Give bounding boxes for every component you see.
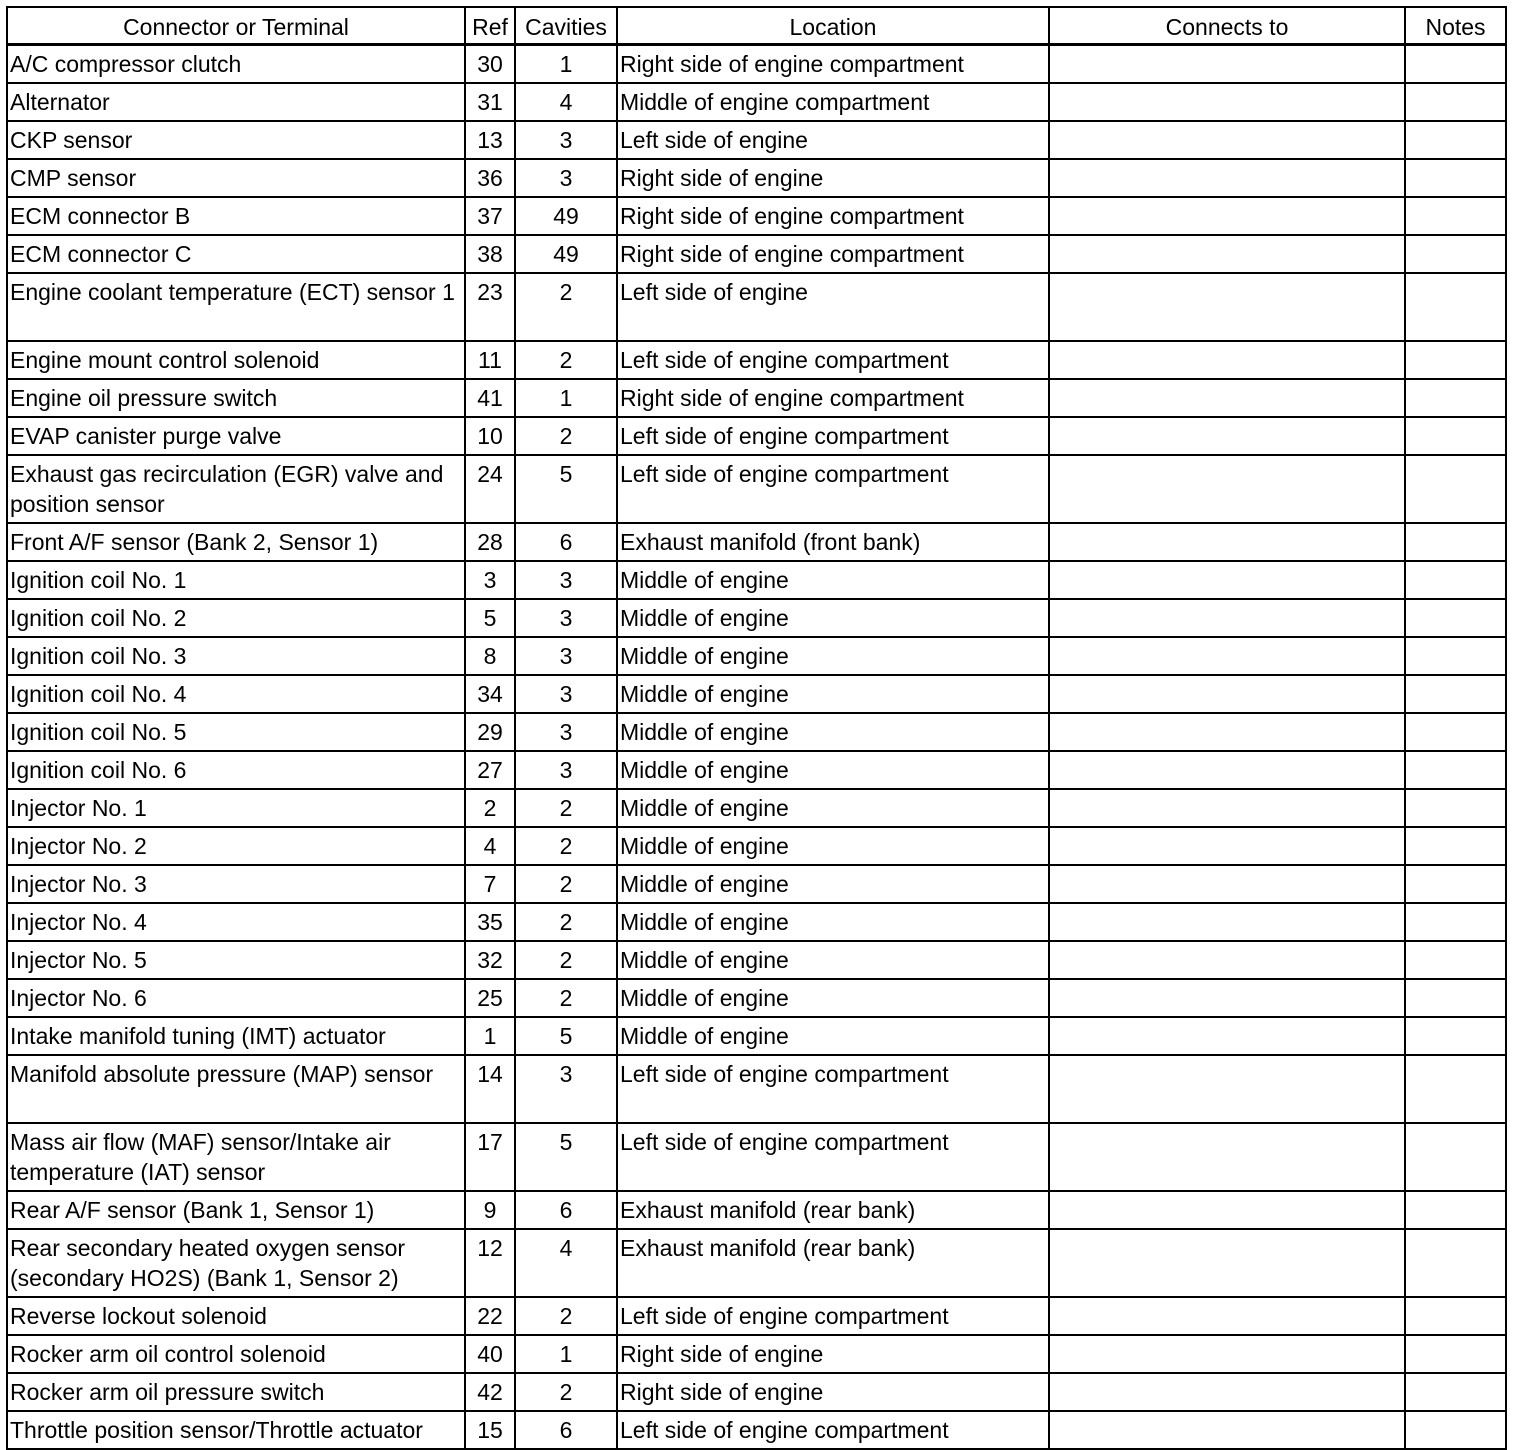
cell-notes [1405,561,1506,599]
cell-location: Exhaust manifold (rear bank) [617,1229,1049,1297]
cell-ref: 36 [465,159,515,197]
cell-ref: 7 [465,865,515,903]
cell-connector: Ignition coil No. 3 [7,637,465,675]
cell-notes [1405,523,1506,561]
table-row [7,941,1506,979]
cell-location: Exhaust manifold (front bank) [617,523,1049,561]
cell-cavities: 5 [515,1123,617,1191]
table-row [7,455,1506,523]
cell-cavities: 5 [515,1017,617,1055]
cell-location: Left side of engine compartment [617,1411,1049,1449]
header-row [7,7,1506,45]
table-row [7,1335,1506,1373]
cell-connects-to [1049,523,1405,561]
cell-notes [1405,865,1506,903]
cell-connects-to [1049,273,1405,341]
cell-cavities: 2 [515,1373,617,1411]
cell-ref: 12 [465,1229,515,1297]
cell-connects-to [1049,827,1405,865]
cell-location: Left side of engine [617,121,1049,159]
table-row [7,979,1506,1017]
cell-notes [1405,197,1506,235]
cell-cavities: 2 [515,1297,617,1335]
cell-connector: Reverse lockout solenoid [7,1297,465,1335]
cell-ref: 4 [465,827,515,865]
cell-connector: Alternator [7,83,465,121]
cell-connects-to [1049,903,1405,941]
cell-notes [1405,789,1506,827]
cell-cavities: 1 [515,379,617,417]
cell-location: Right side of engine [617,159,1049,197]
cell-cavities: 6 [515,1191,617,1229]
cell-notes [1405,675,1506,713]
cell-cavities: 2 [515,341,617,379]
table-row [7,1191,1506,1229]
cell-ref: 3 [465,561,515,599]
cell-connector: Exhaust gas recirculation (EGR) valve and position sensor [7,455,465,523]
table-row [7,751,1506,789]
cell-connects-to [1049,1229,1405,1297]
cell-connects-to [1049,235,1405,273]
cell-location: Right side of engine [617,1373,1049,1411]
cell-location: Middle of engine [617,865,1049,903]
cell-connector: Engine mount control solenoid [7,341,465,379]
cell-notes [1405,379,1506,417]
table-row [7,1017,1506,1055]
cell-notes [1405,751,1506,789]
cell-ref: 2 [465,789,515,827]
cell-notes [1405,235,1506,273]
cell-cavities: 3 [515,637,617,675]
table-row [7,865,1506,903]
cell-connector: Injector No. 6 [7,979,465,1017]
cell-notes [1405,45,1506,84]
table-row [7,713,1506,751]
cell-location: Middle of engine [617,713,1049,751]
cell-ref: 30 [465,45,515,84]
cell-ref: 14 [465,1055,515,1123]
cell-connects-to [1049,675,1405,713]
cell-notes [1405,941,1506,979]
cell-connects-to [1049,455,1405,523]
cell-connects-to [1049,865,1405,903]
cell-cavities: 4 [515,1229,617,1297]
table-row [7,379,1506,417]
cell-cavities: 6 [515,1411,617,1449]
cell-notes [1405,1191,1506,1229]
cell-cavities: 2 [515,827,617,865]
cell-connector: CKP sensor [7,121,465,159]
cell-connector: Rocker arm oil control solenoid [7,1335,465,1373]
cell-connector: Throttle position sensor/Throttle actuator [7,1411,465,1449]
cell-connects-to [1049,341,1405,379]
cell-location: Middle of engine [617,637,1049,675]
cell-cavities: 3 [515,561,617,599]
cell-connects-to [1049,1055,1405,1123]
col-header-cavities: Cavities [515,7,617,45]
cell-connector: Ignition coil No. 1 [7,561,465,599]
cell-notes [1405,599,1506,637]
cell-ref: 42 [465,1373,515,1411]
cell-notes [1405,827,1506,865]
table-row [7,561,1506,599]
cell-ref: 15 [465,1411,515,1449]
cell-notes [1405,1017,1506,1055]
cell-ref: 11 [465,341,515,379]
cell-connects-to [1049,1017,1405,1055]
cell-location: Left side of engine compartment [617,1123,1049,1191]
cell-location: Left side of engine compartment [617,417,1049,455]
cell-connector: Engine oil pressure switch [7,379,465,417]
table-row [7,121,1506,159]
cell-notes [1405,121,1506,159]
cell-ref: 25 [465,979,515,1017]
cell-notes [1405,637,1506,675]
cell-ref: 23 [465,273,515,341]
table-row [7,1411,1506,1449]
cell-connects-to [1049,159,1405,197]
table-row [7,637,1506,675]
cell-cavities: 2 [515,941,617,979]
table-row [7,1229,1506,1297]
cell-connector: Manifold absolute pressure (MAP) sensor [7,1055,465,1123]
cell-notes [1405,1229,1506,1297]
cell-notes [1405,417,1506,455]
cell-ref: 9 [465,1191,515,1229]
cell-connects-to [1049,379,1405,417]
cell-connects-to [1049,637,1405,675]
cell-cavities: 2 [515,979,617,1017]
table-row [7,197,1506,235]
cell-location: Left side of engine compartment [617,341,1049,379]
col-header-connector: Connector or Terminal [7,7,465,45]
cell-cavities: 3 [515,159,617,197]
cell-ref: 10 [465,417,515,455]
cell-notes [1405,341,1506,379]
cell-location: Left side of engine compartment [617,455,1049,523]
cell-connector: ECM connector C [7,235,465,273]
cell-connector: Ignition coil No. 6 [7,751,465,789]
cell-ref: 1 [465,1017,515,1055]
cell-connector: Engine coolant temperature (ECT) sensor 1 [7,273,465,341]
cell-cavities: 3 [515,1055,617,1123]
cell-location: Middle of engine [617,903,1049,941]
cell-ref: 35 [465,903,515,941]
table-row [7,1297,1506,1335]
table-row [7,273,1506,341]
cell-notes [1405,1373,1506,1411]
cell-connector: Injector No. 4 [7,903,465,941]
cell-cavities: 6 [515,523,617,561]
cell-ref: 40 [465,1335,515,1373]
cell-connects-to [1049,1297,1405,1335]
cell-location: Middle of engine [617,789,1049,827]
cell-ref: 17 [465,1123,515,1191]
table-row [7,523,1506,561]
table-row [7,599,1506,637]
cell-location: Middle of engine [617,675,1049,713]
cell-cavities: 2 [515,789,617,827]
cell-notes [1405,1411,1506,1449]
table-row [7,417,1506,455]
cell-ref: 32 [465,941,515,979]
cell-ref: 37 [465,197,515,235]
cell-ref: 24 [465,455,515,523]
cell-connector: Intake manifold tuning (IMT) actuator [7,1017,465,1055]
col-header-connects-to: Connects to [1049,7,1405,45]
cell-cavities: 2 [515,417,617,455]
cell-notes [1405,979,1506,1017]
cell-ref: 5 [465,599,515,637]
cell-cavities: 2 [515,903,617,941]
cell-connects-to [1049,83,1405,121]
cell-cavities: 3 [515,675,617,713]
cell-connector: EVAP canister purge valve [7,417,465,455]
cell-location: Right side of engine [617,1335,1049,1373]
cell-connector: Ignition coil No. 5 [7,713,465,751]
cell-connects-to [1049,561,1405,599]
cell-cavities: 1 [515,45,617,84]
cell-notes [1405,273,1506,341]
cell-notes [1405,903,1506,941]
cell-ref: 22 [465,1297,515,1335]
cell-cavities: 2 [515,865,617,903]
col-header-location: Location [617,7,1049,45]
cell-cavities: 1 [515,1335,617,1373]
table-row [7,83,1506,121]
cell-connects-to [1049,599,1405,637]
table-row [7,675,1506,713]
cell-location: Middle of engine [617,599,1049,637]
cell-connector: ECM connector B [7,197,465,235]
cell-notes [1405,159,1506,197]
cell-ref: 13 [465,121,515,159]
cell-notes [1405,83,1506,121]
cell-notes [1405,1055,1506,1123]
cell-location: Exhaust manifold (rear bank) [617,1191,1049,1229]
cell-connects-to [1049,121,1405,159]
cell-location: Middle of engine compartment [617,83,1049,121]
cell-connects-to [1049,1373,1405,1411]
cell-cavities: 49 [515,235,617,273]
cell-ref: 29 [465,713,515,751]
cell-notes [1405,455,1506,523]
cell-connects-to [1049,979,1405,1017]
cell-connector: Injector No. 3 [7,865,465,903]
cell-connects-to [1049,1335,1405,1373]
cell-notes [1405,1123,1506,1191]
cell-location: Middle of engine [617,979,1049,1017]
cell-location: Right side of engine compartment [617,235,1049,273]
cell-ref: 34 [465,675,515,713]
cell-connects-to [1049,713,1405,751]
cell-connector: Rocker arm oil pressure switch [7,1373,465,1411]
cell-connector: Rear A/F sensor (Bank 1, Sensor 1) [7,1191,465,1229]
cell-location: Middle of engine [617,751,1049,789]
col-header-notes: Notes [1405,7,1506,45]
cell-connector: Rear secondary heated oxygen sensor (secondary HO2S) (Bank 1, Sensor 2) [7,1229,465,1297]
table-row [7,235,1506,273]
cell-connects-to [1049,197,1405,235]
cell-notes [1405,1335,1506,1373]
cell-location: Left side of engine [617,273,1049,341]
table-row [7,827,1506,865]
cell-connects-to [1049,941,1405,979]
cell-location: Right side of engine compartment [617,197,1049,235]
table-row [7,1123,1506,1191]
table-row [7,789,1506,827]
cell-cavities: 3 [515,751,617,789]
cell-location: Right side of engine compartment [617,45,1049,84]
cell-cavities: 5 [515,455,617,523]
cell-ref: 41 [465,379,515,417]
cell-location: Right side of engine compartment [617,379,1049,417]
cell-notes [1405,1297,1506,1335]
table-row [7,45,1506,84]
cell-ref: 28 [465,523,515,561]
cell-connects-to [1049,789,1405,827]
cell-connector: Injector No. 5 [7,941,465,979]
cell-connector: Injector No. 2 [7,827,465,865]
cell-cavities: 3 [515,599,617,637]
cell-location: Middle of engine [617,561,1049,599]
cell-location: Left side of engine compartment [617,1055,1049,1123]
cell-connects-to [1049,1123,1405,1191]
cell-connector: Ignition coil No. 2 [7,599,465,637]
cell-connector: CMP sensor [7,159,465,197]
cell-connector: Injector No. 1 [7,789,465,827]
cell-cavities: 3 [515,713,617,751]
cell-location: Middle of engine [617,827,1049,865]
cell-connects-to [1049,417,1405,455]
table-row [7,903,1506,941]
cell-ref: 31 [465,83,515,121]
table-row [7,159,1506,197]
cell-connects-to [1049,45,1405,84]
table-row [7,1055,1506,1123]
cell-ref: 8 [465,637,515,675]
cell-connector: Ignition coil No. 4 [7,675,465,713]
cell-cavities: 2 [515,273,617,341]
cell-ref: 27 [465,751,515,789]
connector-table [6,6,1507,1450]
cell-cavities: 49 [515,197,617,235]
cell-location: Middle of engine [617,1017,1049,1055]
cell-connector: A/C compressor clutch [7,45,465,84]
col-header-ref: Ref [465,7,515,45]
cell-connects-to [1049,751,1405,789]
cell-location: Left side of engine compartment [617,1297,1049,1335]
cell-notes [1405,713,1506,751]
cell-connector: Front A/F sensor (Bank 2, Sensor 1) [7,523,465,561]
cell-connector: Mass air flow (MAF) sensor/Intake air temperature (IAT) sensor [7,1123,465,1191]
cell-location: Middle of engine [617,941,1049,979]
cell-connects-to [1049,1411,1405,1449]
cell-cavities: 4 [515,83,617,121]
cell-connects-to [1049,1191,1405,1229]
cell-ref: 38 [465,235,515,273]
table-row [7,341,1506,379]
table-row [7,1373,1506,1411]
cell-cavities: 3 [515,121,617,159]
